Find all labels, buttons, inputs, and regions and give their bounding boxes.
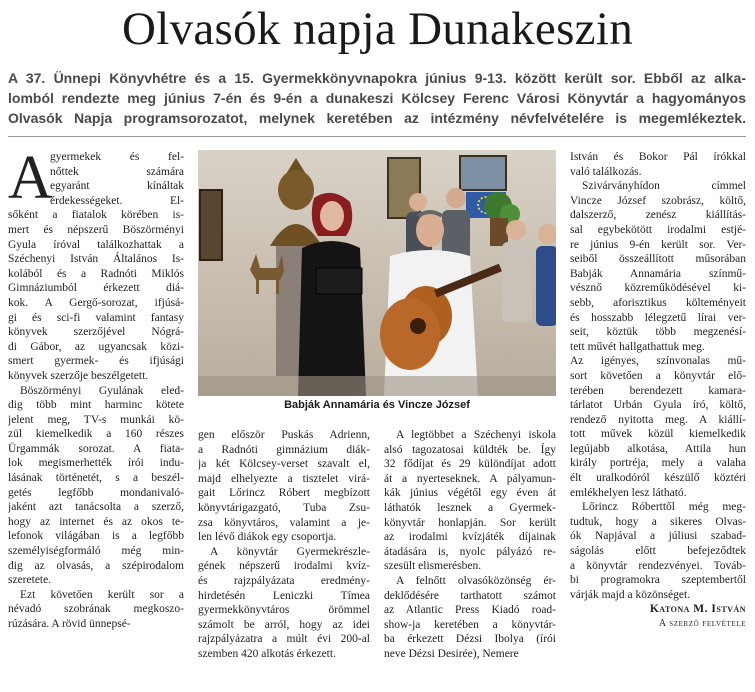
article-text-line: könyvek szerzőjével Nógrá- (8, 326, 184, 339)
article-text-line: átadására is, nyolc pályázó re- (384, 545, 556, 558)
article-text-line: rúzására. A rövid ünnepsé- (8, 618, 131, 630)
lead-line: lomból rendezte meg június 7-én és 9-én a dunakeszi Kölcsey Ferenc Városi Könyvtár a hagyományos (8, 90, 746, 106)
article-text-line: ságolás előtt befejeződtek (570, 545, 746, 558)
article-text-line: Gyula íróval találkozhattak a (8, 238, 184, 251)
article-text-line: hirdetésén Leniczki Tímea (198, 589, 370, 602)
article-text-line: gyermekkönyvtáros örömmel (198, 604, 370, 617)
article-text-line: várják majd a közönséget. (570, 588, 691, 601)
article-text-line: gen először Puskás Adrienn, (198, 429, 370, 441)
article-text-line: ja két Kölcsey-verset szavalt el, (198, 458, 370, 471)
drop-cap: A (8, 144, 53, 212)
article-column-1 (8, 144, 184, 632)
article-text-line: bi programokra szeptembertől (570, 574, 746, 587)
article-text-line: dalszerző, zenész kiállítás- (570, 209, 746, 222)
article-text-line: láthatók lesznek a Gyermek- (384, 501, 556, 514)
article-text-line: neve Dézsi Desirée), Nemere (384, 647, 519, 660)
article-text-line: alsó tagozatosai küldték be. Így (384, 443, 556, 456)
article-column-3 (384, 428, 556, 662)
lead-divider (8, 136, 746, 137)
article-text-line: jaként azt tanácsolta a szerző, (8, 501, 184, 514)
article-text-line: sort követően a könyvtár elő- (570, 369, 746, 382)
author-signature: Katona M. István (649, 603, 746, 616)
lead-line: A 37. Ünnepi Könyvhétre és a 15. Gyermekkönyvnapokra június 9-13. között került sor. Ebből az alka- (8, 70, 746, 86)
article-text-line: Gimnáziumból érkezett diá- (8, 282, 184, 295)
article-text-line: a könyvtár rendezvényei. Továb- (570, 559, 746, 572)
article-text-line: hogy az internet és az okos te- (8, 515, 184, 528)
article-text-line: egyaránt kínáltak (50, 180, 184, 193)
article-text-line: getés legfőbb mondanivaló- (8, 486, 184, 499)
article-text-line: tett művét hallgathattuk meg. (570, 340, 705, 353)
article-text-line: való találkozás. (570, 165, 642, 178)
article-text-line: re június 9-én került sor. Ver- (570, 238, 746, 251)
article-text-line: Lőrincz Róberttől még meg- (582, 501, 746, 514)
article-text-line: Böszörményi Gyulának eled- (20, 384, 184, 397)
article-text-line: kok. A Gergő-sorozat, ifjúsá- (8, 296, 184, 309)
article-text-line: emlékhelyen lesz látható. (570, 486, 687, 499)
article-text-line: számolt be arról, hogy az idei (198, 618, 370, 631)
article-text-line: kolából és a Radnóti Miklós (8, 267, 184, 280)
article-text-line: dig több mint harminc kötete (8, 399, 184, 412)
article-text-line: át a nyerteseknek. A pályamun- (384, 472, 556, 485)
article-text-line: ók Napjával a júliusi szabad- (570, 530, 746, 543)
article-text-line: és hosszabb lélegzetű lírai ver- (570, 311, 746, 324)
article-text-line: zsa könyvtáros, valamint a je- (198, 516, 370, 529)
article-text-line: mert és népszerű Böszörményi (8, 223, 184, 236)
article-text-line: deklődésére tarthatott számot (384, 589, 556, 602)
article-text-line: Az igényes, színvonalas mű- (570, 355, 746, 368)
article-text-line: kák június végétől egy éven át (384, 487, 556, 500)
article-text-line: személyiségformáló még min- (8, 545, 184, 558)
article-text-line: dig az olvasás, a szépirodalom (8, 559, 184, 572)
article-text-line: legújabb alkotása, Attila hun (570, 442, 746, 455)
article-photo (198, 150, 556, 396)
article-text-line: élt uralkodóról készülő köztéri (570, 472, 746, 485)
article-text-line: lok megismerhették írói indu- (8, 457, 184, 470)
article-text-line: Babják Annamária színmű- (570, 267, 746, 280)
article-text-line: terében berendezett kamara- (570, 384, 746, 397)
article-text-line: király portréja, mely a valaha (570, 457, 746, 470)
article-text-line: gének népszerű irodalmi kvíz- (198, 560, 370, 573)
article-text-line: az Atlantic Press Kiadó road- (384, 604, 556, 617)
article-text-line: lásának történetét, s a beszél- (8, 472, 184, 485)
article-text-line: seiből összeállított műsorában (570, 253, 746, 266)
article-text-line: szesült elismerésben. (384, 560, 482, 573)
article-text-line: gyermekek és fel- (50, 151, 184, 163)
article-text-line: gi és sci-fi valamint fantasy (8, 311, 184, 324)
article-text-line: tárlatot Urbán Gyula író, költő, (570, 399, 746, 412)
article-text-line: tott művek közül kiemelkedik (570, 428, 746, 441)
article-text-line: István és Bokor Pál írókkal (570, 151, 746, 163)
article-text-line: sal egybekötött irodalmi estjé- (570, 223, 746, 236)
article-text-line: gait Lőrincz Róbert megbízott (198, 487, 370, 500)
article-text-line: könyvtárigazgató, Tuba Zsu- (198, 501, 370, 514)
article-text-line: Ezt követően került sor a (20, 588, 184, 601)
article-text-line: szeretete. (8, 574, 52, 587)
article-text-line: rajzpályázatra a múlt évi 200-al (198, 633, 370, 646)
article-headline: Olvasók napja Dunakeszin (121, 3, 633, 55)
article-text-line: Vincze József szobrász, költő, (570, 194, 746, 207)
article-text-line: A legtöbbet a Széchenyi iskola (396, 429, 556, 441)
article-text-line: Ürgammák sorozat. A fiata- (8, 442, 184, 455)
article-text-line: len lévő diákok egy csoportja. (198, 531, 337, 544)
article-text-line: könyvek szerzője beszélgetett. (8, 369, 149, 382)
article-text-line: seit, köztük több megzenésí- (570, 326, 746, 339)
article-text-line: A felnőtt olvasóközönség ér- (396, 574, 556, 587)
article-text-line: az irodalmi kvízjáték díjainak (384, 531, 556, 544)
lead-line: Olvasók Napja programsorozatot, melynek keretében az intézmény névfelvételére is megemlékeztek. (8, 110, 746, 126)
article-text-line: és rajzpályázata eredmény- (198, 574, 370, 587)
article-text-line: di Gábor, az ugyancsak közi- (8, 340, 184, 353)
article-text-line: a Radnóti gimnázium diák- (198, 443, 370, 456)
article-text-line: majd elhelyezte a tisztelet virá- (198, 472, 370, 485)
photo-caption: Babják Annamária és Vincze József (284, 399, 470, 411)
article-text-line: sebb, aforisztikus költeményeit (570, 296, 746, 309)
article-lead (8, 68, 746, 128)
article-text-line: Szivárványhídon címmel (582, 180, 746, 193)
article-text-line: 32 fődíjat és 29 különdíjat adott (384, 458, 556, 471)
article-text-line: sőként a fiatalok körében is- (8, 209, 184, 222)
article-text-line: jelent meg, TV-s munkái kö- (8, 413, 184, 426)
photo-illustration (198, 150, 556, 396)
photo-credit: A szerző felvétele (658, 618, 746, 629)
article-text-line: ba érkezett Dézsi Ibolya (írói (384, 633, 556, 646)
article-text-line: rendező nyitotta meg. A kiállí- (570, 413, 746, 426)
article-text-line: tudtuk, hogy a sikeres Olvas- (570, 515, 746, 528)
article-column-2 (198, 428, 370, 662)
article-text-line: érdekességeket. El- (50, 194, 184, 207)
article-text-line: szemben 420 alkotás érkezett. (198, 647, 336, 660)
article-text-line: lefonok világában is a legfőbb (8, 530, 184, 543)
article-text-line: könyvtár honlapján. Sor került (384, 516, 556, 529)
article-column-4 (570, 150, 746, 632)
article-text-line: smert gyermek- és ifjúsági (8, 355, 184, 368)
article-text-line: vésznő közreműködésével ki- (570, 282, 746, 295)
article-text-line: nőttek számára (50, 165, 184, 178)
article-text-line: A könyvtár Gyermekrészle- (210, 545, 370, 558)
article-text-line: show-ja keretében a könyvtár- (384, 618, 556, 631)
article-text-line: Széchenyi István Általános Is- (8, 253, 184, 266)
article-text-line: névadó szobrának megkoszo- (8, 603, 184, 616)
article-text-line: zül kiemelkedik a 160 részes (8, 428, 184, 441)
